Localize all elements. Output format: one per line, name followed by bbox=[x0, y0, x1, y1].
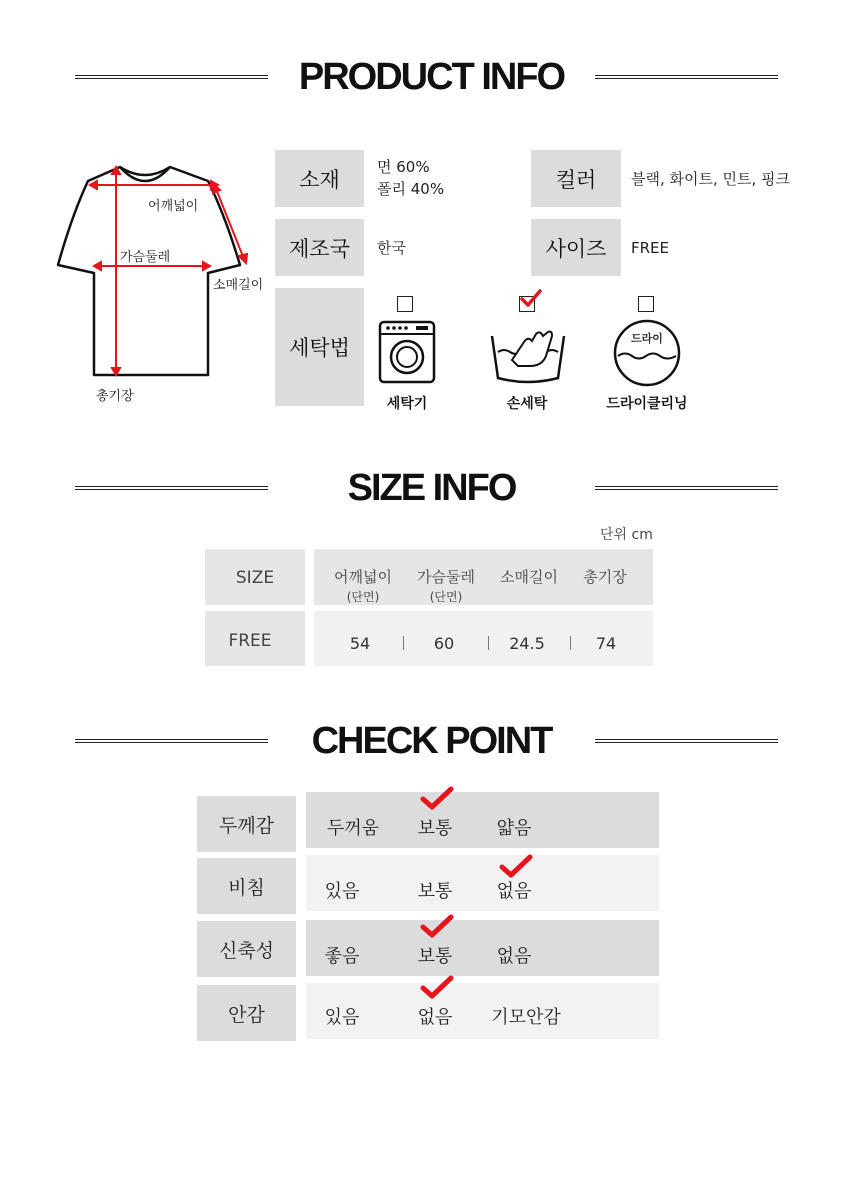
size-col-name-length: 총기장 bbox=[583, 568, 627, 586]
size-info-title: SIZE INFO bbox=[347, 467, 516, 509]
checkpoint-option[interactable]: 좋음 bbox=[324, 946, 360, 967]
dry-clean-icon bbox=[612, 318, 682, 388]
color-value: 블랙, 화이트, 민트, 핑크 bbox=[631, 170, 791, 188]
diagram-label-shoulder: 어깨넓이 bbox=[148, 199, 199, 214]
origin-value: 한국 bbox=[377, 239, 406, 257]
checkpoint-label-thickness: 두께감 bbox=[197, 796, 296, 852]
size-row-label: FREE bbox=[228, 631, 272, 651]
washing-machine-checkbox[interactable] bbox=[397, 296, 413, 312]
checkpoint-option[interactable]: 얇음 bbox=[496, 818, 532, 839]
size-value-separator bbox=[570, 636, 571, 650]
checkpoint-selected-check-icon bbox=[499, 854, 533, 880]
checkpoint-option[interactable]: 기모안감 bbox=[491, 1007, 561, 1028]
size-value-sleeve: 24.5 bbox=[509, 634, 545, 653]
diagram-label-chest: 가슴둘레 bbox=[120, 250, 171, 265]
material-value-1: 면 60% bbox=[377, 158, 430, 176]
section-divider-right bbox=[595, 486, 778, 490]
wash-option-label-machine: 세탁기 bbox=[386, 396, 428, 412]
section-divider-left bbox=[75, 75, 268, 79]
checkpoint-option[interactable]: 없음 bbox=[496, 946, 532, 967]
section-divider-left bbox=[75, 486, 268, 490]
diagram-label-length: 총기장 bbox=[96, 389, 134, 404]
section-divider-right bbox=[595, 75, 778, 79]
dry-clean-badge: 드라이 bbox=[631, 332, 663, 345]
checkpoint-selected-check-icon bbox=[420, 786, 454, 812]
checkpoint-selected-check-icon bbox=[420, 914, 454, 940]
checkpoint-option[interactable]: 두꺼움 bbox=[326, 818, 380, 839]
size-col-name-chest: 가슴둘레 bbox=[417, 568, 475, 586]
checkpoint-option[interactable]: 보통 bbox=[417, 818, 453, 839]
dry-clean-checkbox[interactable] bbox=[638, 296, 654, 312]
material-value-2: 폴리 40% bbox=[377, 180, 445, 198]
checkpoint-label-sheerness: 비침 bbox=[197, 858, 296, 914]
size-header-label: SIZE bbox=[235, 568, 275, 588]
color-label-box: 컬러 bbox=[531, 150, 621, 207]
material-label-box: 소재 bbox=[275, 150, 364, 207]
checkpoint-option[interactable]: 없음 bbox=[417, 1007, 453, 1028]
washing-machine-icon bbox=[378, 320, 436, 384]
size-value: FREE bbox=[631, 239, 670, 257]
hand-wash-check-icon bbox=[520, 288, 542, 310]
size-col-name-shoulder: 어깨넓이 bbox=[334, 568, 392, 586]
checkpoint-option[interactable]: 보통 bbox=[417, 946, 453, 967]
section-divider-right bbox=[595, 739, 778, 743]
wash-label-box: 세탁법 bbox=[275, 288, 364, 406]
check-point-title: CHECK POINT bbox=[311, 720, 552, 762]
size-col-name-sleeve: 소매길이 bbox=[500, 568, 558, 586]
size-label-box: 사이즈 bbox=[531, 219, 621, 276]
size-value-separator bbox=[403, 636, 404, 650]
section-divider-left bbox=[75, 739, 268, 743]
checkpoint-option[interactable]: 있음 bbox=[324, 881, 360, 902]
size-value-length: 74 bbox=[595, 634, 617, 653]
checkpoint-label-lining: 안감 bbox=[197, 985, 296, 1041]
checkpoint-label-stretch: 신축성 bbox=[197, 921, 296, 977]
wash-option-label-dry: 드라이클리닝 bbox=[606, 396, 688, 412]
size-col-sub-chest: (단면) bbox=[429, 590, 463, 604]
checkpoint-option[interactable]: 있음 bbox=[324, 1007, 360, 1028]
product-info-title: PRODUCT INFO bbox=[298, 56, 565, 98]
size-col-sub-shoulder: (단면) bbox=[346, 590, 380, 604]
wash-option-label-hand: 손세탁 bbox=[506, 396, 548, 412]
checkpoint-option[interactable]: 없음 bbox=[496, 881, 532, 902]
size-value-chest: 60 bbox=[433, 634, 455, 653]
origin-label-box: 제조국 bbox=[275, 219, 364, 276]
hand-wash-icon bbox=[488, 326, 568, 386]
checkpoint-selected-check-icon bbox=[420, 975, 454, 1001]
diagram-label-sleeve: 소매길이 bbox=[213, 278, 264, 293]
checkpoint-option[interactable]: 보통 bbox=[417, 881, 453, 902]
size-value-shoulder: 54 bbox=[349, 634, 371, 653]
size-unit-label: 단위 cm bbox=[600, 527, 653, 543]
size-value-separator bbox=[488, 636, 489, 650]
